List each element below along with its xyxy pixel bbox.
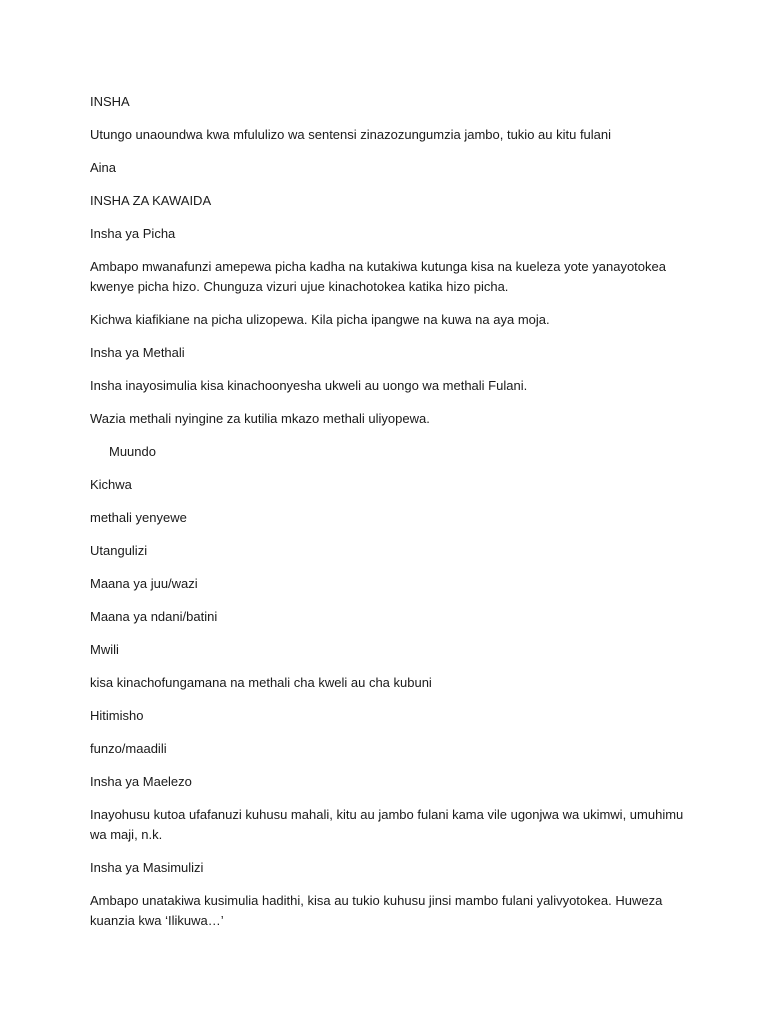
picha-guideline-paragraph: Kichwa kiafikiane na picha ulizopewa. Kila picha ipangwe na kuwa na aya moja. (90, 312, 550, 327)
subheading-insha-ya-methali: Insha ya Methali (90, 345, 185, 360)
structure-item-kisa: kisa kinachofungamana na methali cha kweli au cha kubuni (90, 675, 432, 690)
document-title: INSHA (90, 94, 130, 109)
structure-item-methali-yenyewe: methali yenyewe (90, 510, 187, 525)
structure-item-utangulizi: Utangulizi (90, 543, 148, 558)
subheading-insha-ya-picha: Insha ya Picha (90, 226, 176, 241)
methali-description-paragraph: Insha inayosimulia kisa kinachoonyesha ukweli au uongo wa methali Fulani. (90, 378, 528, 393)
section-label-aina: Aina (90, 160, 117, 175)
definition-paragraph: Utungo unaoundwa kwa mfululizo wa sentensi zinazozungumzia jambo, tukio au kitu fulani (90, 127, 612, 142)
subheading-insha-ya-masimulizi: Insha ya Masimulizi (90, 860, 204, 875)
section-heading-insha-za-kawaida: INSHA ZA KAWAIDA (90, 193, 212, 208)
muundo-label: Muundo (109, 444, 156, 459)
structure-item-hitimisho: Hitimisho (90, 708, 144, 723)
structure-item-funzo: funzo/maadili (90, 741, 167, 756)
structure-item-kichwa: Kichwa (90, 477, 132, 492)
subheading-insha-ya-maelezo: Insha ya Maelezo (90, 774, 192, 789)
maelezo-description-paragraph: Inayohusu kutoa ufafanuzi kuhusu mahali, kitu au jambo fulani kama vile ugonjwa wa ukimwi, umuhimu wa maji, n.k. (90, 807, 684, 842)
masimulizi-description-paragraph: Ambapo unatakiwa kusimulia hadithi, kisa au tukio kuhusu jinsi mambo fulani yalivyotokea. Huweza kuanzia kwa ‘Ilikuwa…’ (90, 893, 663, 928)
structure-item-mwili: Mwili (90, 642, 119, 657)
structure-item-maana-ya-ndani: Maana ya ndani/batini (90, 609, 218, 624)
methali-guideline-paragraph: Wazia methali nyingine za kutilia mkazo methali uliyopewa. (90, 411, 430, 426)
picha-description-paragraph: Ambapo mwanafunzi amepewa picha kadha na kutakiwa kutunga kisa na kueleza yote yanayotokea kwenye picha hizo. Chunguza vizuri ujue kinachotokea katika hizo picha. (90, 259, 666, 294)
document-body (90, 92, 690, 944)
structure-item-maana-ya-juu: Maana ya juu/wazi (90, 576, 198, 591)
